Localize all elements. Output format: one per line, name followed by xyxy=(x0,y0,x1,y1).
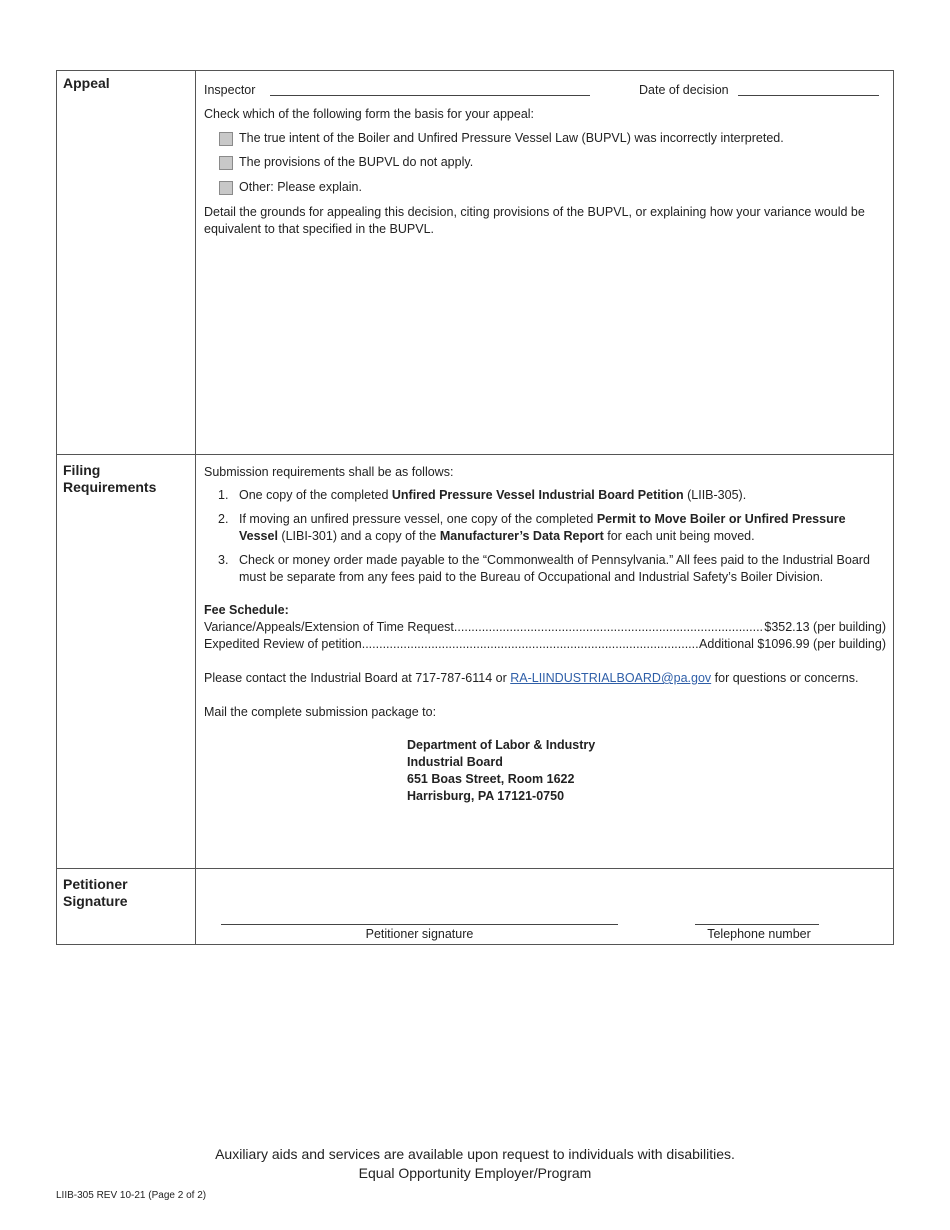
inspector-field[interactable] xyxy=(270,95,590,96)
requirement-bold-text: Manufacturer’s Data Report xyxy=(439,529,604,543)
petitioner-signature-section xyxy=(57,869,893,944)
filing-requirements-section xyxy=(57,455,893,869)
contact-email-link[interactable]: RA-LIINDUSTRIALBOARD@pa.gov xyxy=(510,671,712,685)
appeal-option-checkbox-1[interactable] xyxy=(219,132,233,146)
appeal-basis-prompt: Check which of the following form the basis for your appeal: xyxy=(204,107,535,121)
telephone-number-caption: Telephone number xyxy=(707,927,811,941)
appeal-detail-text-area[interactable] xyxy=(204,241,884,441)
petition-form-table xyxy=(56,70,894,945)
petitioner-signature-caption: Petitioner signature xyxy=(365,927,474,941)
signature-label-line-1: Petitioner xyxy=(63,876,128,892)
fee-schedule-heading: Fee Schedule: xyxy=(204,603,289,617)
address-line: Industrial Board xyxy=(407,755,503,769)
appeal-section xyxy=(57,71,893,455)
address-line: Department of Labor & Industry xyxy=(407,738,596,752)
fee-amount: Additional $1096.99 (per building) xyxy=(699,637,886,651)
appeal-label-text: Appeal xyxy=(63,75,110,91)
requirement-text: Check or money order made payable to the “Commonwealth of Pennsylvania.” All fees paid to the Industrial Board must be separate from any fees paid to the Bureau of Occupational and Industrial Safety’s Boiler Division. xyxy=(239,553,870,584)
fee-row xyxy=(204,637,886,651)
requirement-number: 2. xyxy=(218,512,229,526)
date-of-decision-field[interactable] xyxy=(738,95,879,96)
fee-item: Variance/Appeals/Extension of Time Request xyxy=(204,620,454,634)
requirement-bold-text: Unfired Pressure Vessel Industrial Board Petition xyxy=(391,488,684,502)
requirements-list xyxy=(204,487,876,593)
appeal-option-label-3: Other: Please explain. xyxy=(239,180,362,194)
appeal-option-checkbox-2[interactable] xyxy=(219,156,233,170)
submission-intro: Submission requirements shall be as follows: xyxy=(204,465,454,479)
signature-content xyxy=(196,869,893,944)
fee-leader-dots xyxy=(362,637,699,651)
requirement-text: for each unit being moved. xyxy=(603,529,755,543)
requirement-item-1 xyxy=(204,487,876,504)
accessibility-notice: Auxiliary aids and services are available upon request to individuals with disabilities. xyxy=(215,1146,735,1162)
fee-leader-dots xyxy=(454,620,764,634)
contact-info xyxy=(204,671,858,685)
petitioner-signature-label xyxy=(57,869,196,944)
filing-requirements-content xyxy=(196,455,893,868)
inspector-label: Inspector xyxy=(204,83,256,97)
fee-row xyxy=(204,620,886,634)
date-of-decision-label: Date of decision xyxy=(639,83,729,97)
contact-text: for questions or concerns. xyxy=(711,671,859,685)
appeal-content xyxy=(196,71,893,454)
mailing-address xyxy=(407,737,595,805)
appeal-detail-prompt: Detail the grounds for appealing this decision, citing provisions of the BUPVL, or explaining how your variance would be equivalent to that specified in the BUPVL. xyxy=(204,205,865,236)
telephone-number-field[interactable] xyxy=(695,924,819,925)
petitioner-signature-field[interactable] xyxy=(221,924,618,925)
form-code: LIIB-305 REV 10-21 (Page 2 of 2) xyxy=(56,1190,207,1201)
requirement-text: If moving an unfired pressure vessel, one copy of the completed xyxy=(239,512,597,526)
requirement-number: 3. xyxy=(218,553,229,567)
requirement-bold-text: Permit to Move Boiler or Unfired Pressure Vessel xyxy=(239,512,846,543)
requirement-text: (LIIB-305). xyxy=(683,488,747,502)
appeal-section-label xyxy=(57,71,196,454)
requirement-text: (LIBI-301) and a copy of the xyxy=(277,529,440,543)
equal-opportunity-notice: Equal Opportunity Employer/Program xyxy=(358,1165,592,1181)
requirement-item-3 xyxy=(204,552,876,586)
requirement-item-2 xyxy=(204,511,876,545)
mail-prompt: Mail the complete submission package to: xyxy=(204,705,437,719)
appeal-option-label-2: The provisions of the BUPVL do not apply. xyxy=(239,155,474,169)
filing-label-line-1: Filing xyxy=(63,462,101,478)
fee-item: Expedited Review of petition xyxy=(204,637,362,651)
address-line: Harrisburg, PA 17121-0750 xyxy=(407,789,565,803)
address-line: 651 Boas Street, Room 1622 xyxy=(407,772,575,786)
fee-amount: $352.13 (per building) xyxy=(764,620,886,634)
appeal-option-checkbox-3[interactable] xyxy=(219,181,233,195)
requirement-number: 1. xyxy=(218,488,229,502)
appeal-option-label-1: The true intent of the Boiler and Unfired Pressure Vessel Law (BUPVL) was incorrectly interpreted. xyxy=(239,131,784,145)
contact-text: Please contact the Industrial Board at 717-787-6114 or xyxy=(204,671,511,685)
filing-requirements-label xyxy=(57,455,196,868)
requirement-text: One copy of the completed xyxy=(239,488,392,502)
signature-label-line-2: Signature xyxy=(63,893,128,909)
filing-label-line-2: Requirements xyxy=(63,479,157,495)
